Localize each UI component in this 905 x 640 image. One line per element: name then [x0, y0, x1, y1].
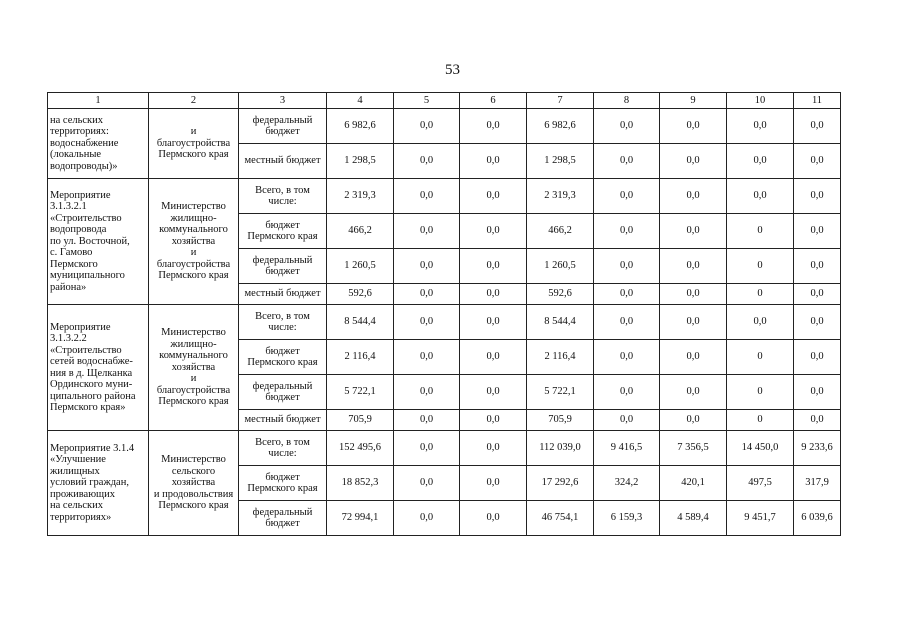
executor-name: Министерство жилищно- коммунального хозяйства и благоустройства Пермского края [149, 305, 239, 431]
value-cell: 0,0 [594, 284, 660, 305]
value-cell: 9 416,5 [594, 431, 660, 466]
value-cell: 0,0 [727, 109, 794, 144]
value-cell: 0,0 [794, 305, 841, 340]
value-cell: 0,0 [660, 305, 727, 340]
value-cell: 0,0 [794, 249, 841, 284]
value-cell: 0,0 [594, 179, 660, 214]
value-cell: 0 [727, 284, 794, 305]
value-cell: 705,9 [527, 410, 594, 431]
table-row [48, 109, 841, 144]
value-cell: 0,0 [727, 144, 794, 179]
value-cell: 0,0 [660, 249, 727, 284]
value-cell: 0,0 [460, 340, 527, 375]
funding-source: местный бюджет [239, 144, 327, 179]
value-cell: 0,0 [394, 179, 460, 214]
value-cell: 0,0 [594, 305, 660, 340]
value-cell: 0,0 [660, 179, 727, 214]
value-cell: 0,0 [460, 144, 527, 179]
value-cell: 0,0 [394, 109, 460, 144]
value-cell: 705,9 [327, 410, 394, 431]
value-cell: 0,0 [394, 144, 460, 179]
value-cell: 1 298,5 [327, 144, 394, 179]
funding-source: Всего, в том числе: [239, 431, 327, 466]
value-cell: 0,0 [794, 340, 841, 375]
value-cell: 0,0 [460, 501, 527, 536]
value-cell: 0,0 [460, 431, 527, 466]
column-header: 11 [794, 93, 841, 109]
value-cell: 0 [727, 410, 794, 431]
value-cell: 497,5 [727, 466, 794, 501]
value-cell: 592,6 [327, 284, 394, 305]
funding-source: федеральный бюджет [239, 501, 327, 536]
column-number-row [48, 93, 841, 109]
value-cell: 0,0 [594, 144, 660, 179]
value-cell: 0,0 [394, 305, 460, 340]
value-cell: 0,0 [594, 340, 660, 375]
column-header: 10 [727, 93, 794, 109]
value-cell: 0 [727, 375, 794, 410]
column-header: 5 [394, 93, 460, 109]
value-cell: 0,0 [594, 214, 660, 249]
value-cell: 1 298,5 [527, 144, 594, 179]
value-cell: 0 [727, 214, 794, 249]
activity-name: на сельских территориях: водоснабжение (локальные водопроводы)» [48, 109, 149, 179]
table-row [48, 431, 841, 466]
value-cell: 466,2 [327, 214, 394, 249]
value-cell: 0,0 [394, 284, 460, 305]
value-cell: 1 260,5 [327, 249, 394, 284]
value-cell: 0,0 [460, 214, 527, 249]
value-cell: 0,0 [394, 501, 460, 536]
value-cell: 8 544,4 [327, 305, 394, 340]
value-cell: 5 722,1 [527, 375, 594, 410]
value-cell: 324,2 [594, 466, 660, 501]
value-cell: 9 451,7 [727, 501, 794, 536]
column-header: 7 [527, 93, 594, 109]
column-header: 4 [327, 93, 394, 109]
column-header: 3 [239, 93, 327, 109]
executor-name: Министерство жилищно- коммунального хозяйства и благоустройства Пермского края [149, 179, 239, 305]
value-cell: 0,0 [594, 109, 660, 144]
funding-source: Всего, в том числе: [239, 179, 327, 214]
funding-source: бюджет Пермского края [239, 340, 327, 375]
value-cell: 6 982,6 [327, 109, 394, 144]
table-row [48, 179, 841, 214]
value-cell: 0,0 [394, 410, 460, 431]
value-cell: 8 544,4 [527, 305, 594, 340]
funding-source: бюджет Пермского края [239, 214, 327, 249]
page-number: 53 [445, 62, 460, 78]
value-cell: 0 [727, 340, 794, 375]
value-cell: 0,0 [794, 284, 841, 305]
value-cell: 0,0 [460, 466, 527, 501]
value-cell: 1 260,5 [527, 249, 594, 284]
value-cell: 0,0 [394, 249, 460, 284]
value-cell: 0 [727, 249, 794, 284]
value-cell: 0,0 [594, 410, 660, 431]
executor-name: и благоустройства Пермского края [149, 109, 239, 179]
value-cell: 6 039,6 [794, 501, 841, 536]
value-cell: 0,0 [394, 431, 460, 466]
value-cell: 4 589,4 [660, 501, 727, 536]
column-header: 1 [48, 93, 149, 109]
funding-source: федеральный бюджет [239, 375, 327, 410]
value-cell: 0,0 [794, 179, 841, 214]
executor-name: Министерство сельского хозяйства и продовольствия Пермского края [149, 431, 239, 536]
value-cell: 0,0 [394, 340, 460, 375]
value-cell: 0,0 [460, 179, 527, 214]
funding-source: местный бюджет [239, 284, 327, 305]
value-cell: 112 039,0 [527, 431, 594, 466]
value-cell: 18 852,3 [327, 466, 394, 501]
value-cell: 9 233,6 [794, 431, 841, 466]
value-cell: 317,9 [794, 466, 841, 501]
value-cell: 152 495,6 [327, 431, 394, 466]
table-row [48, 305, 841, 340]
value-cell: 592,6 [527, 284, 594, 305]
activity-name: Мероприятие 3.1.3.2.2 «Строительство сетей водоснабже- ния в д. Щелканка Ординского муни- ципального района Пермского края» [48, 305, 149, 431]
value-cell: 0,0 [794, 144, 841, 179]
value-cell: 17 292,6 [527, 466, 594, 501]
funding-source: федеральный бюджет [239, 109, 327, 144]
value-cell: 0,0 [794, 109, 841, 144]
value-cell: 0,0 [660, 144, 727, 179]
value-cell: 0,0 [660, 214, 727, 249]
value-cell: 0,0 [394, 466, 460, 501]
column-header: 9 [660, 93, 727, 109]
value-cell: 6 159,3 [594, 501, 660, 536]
value-cell: 5 722,1 [327, 375, 394, 410]
value-cell: 0,0 [794, 410, 841, 431]
value-cell: 0,0 [660, 375, 727, 410]
value-cell: 0,0 [394, 375, 460, 410]
funding-source: федеральный бюджет [239, 249, 327, 284]
activity-name: Мероприятие 3.1.3.2.1 «Строительство водопровода по ул. Восточной, с. Гамово Пермского муниципального района» [48, 179, 149, 305]
budget-table [47, 92, 841, 536]
funding-source: Всего, в том числе: [239, 305, 327, 340]
value-cell: 0,0 [460, 410, 527, 431]
value-cell: 2 319,3 [327, 179, 394, 214]
value-cell: 2 116,4 [327, 340, 394, 375]
column-header: 8 [594, 93, 660, 109]
value-cell: 2 116,4 [527, 340, 594, 375]
value-cell: 7 356,5 [660, 431, 727, 466]
value-cell: 0,0 [460, 249, 527, 284]
value-cell: 0,0 [660, 340, 727, 375]
value-cell: 0,0 [794, 214, 841, 249]
value-cell: 6 982,6 [527, 109, 594, 144]
value-cell: 0,0 [727, 179, 794, 214]
value-cell: 0,0 [594, 375, 660, 410]
value-cell: 0,0 [727, 305, 794, 340]
value-cell: 0,0 [660, 284, 727, 305]
value-cell: 420,1 [660, 466, 727, 501]
funding-source: местный бюджет [239, 410, 327, 431]
value-cell: 0,0 [394, 214, 460, 249]
value-cell: 0,0 [660, 410, 727, 431]
value-cell: 0,0 [460, 305, 527, 340]
value-cell: 0,0 [460, 375, 527, 410]
value-cell: 72 994,1 [327, 501, 394, 536]
value-cell: 0,0 [460, 284, 527, 305]
column-header: 2 [149, 93, 239, 109]
activity-name: Мероприятие 3.1.4 «Улучшение жилищных условий граждан, проживающих на сельских территориях» [48, 431, 149, 536]
value-cell: 0,0 [594, 249, 660, 284]
value-cell: 0,0 [460, 109, 527, 144]
value-cell: 466,2 [527, 214, 594, 249]
value-cell: 0,0 [794, 375, 841, 410]
funding-source: бюджет Пермского края [239, 466, 327, 501]
value-cell: 2 319,3 [527, 179, 594, 214]
value-cell: 46 754,1 [527, 501, 594, 536]
value-cell: 0,0 [660, 109, 727, 144]
column-header: 6 [460, 93, 527, 109]
value-cell: 14 450,0 [727, 431, 794, 466]
